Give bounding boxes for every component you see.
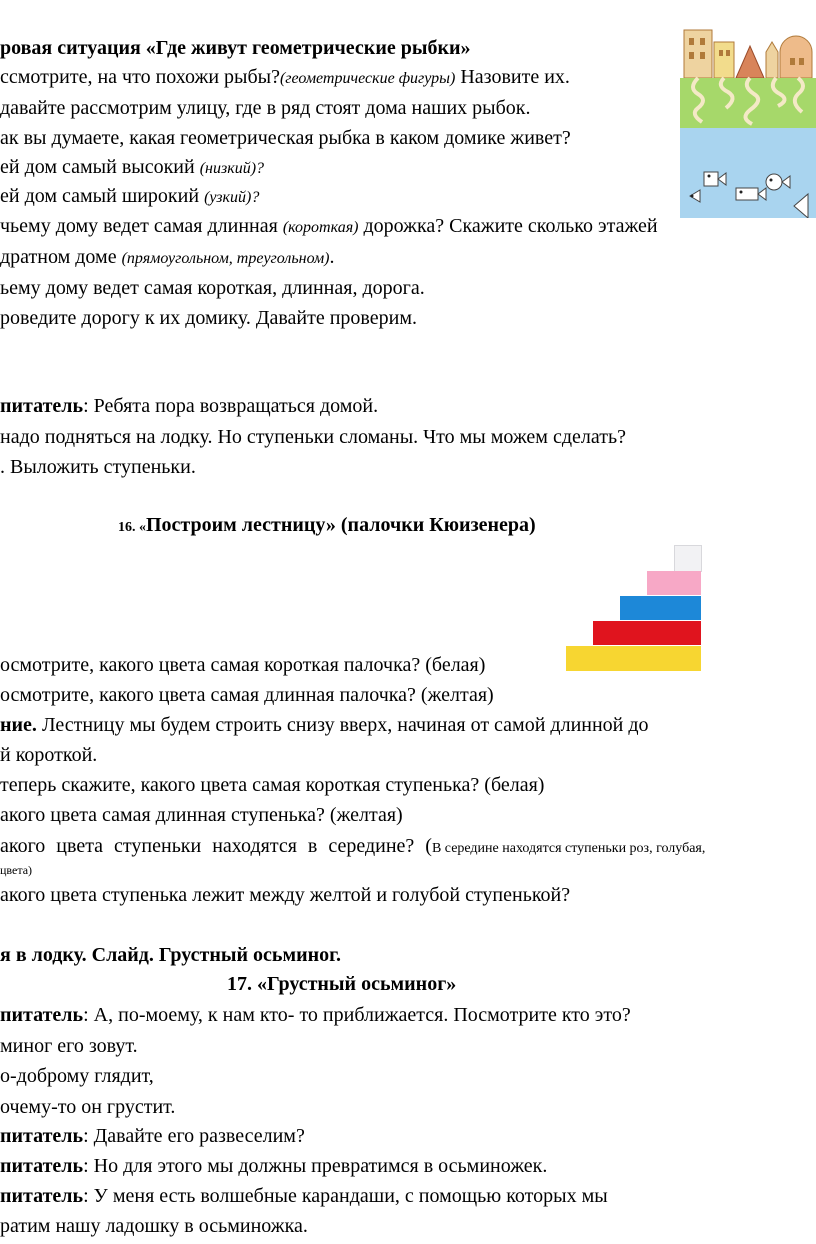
text-line: ссмотрите, на что похожи рыбы?(геометрические фигуры) Назовите их.	[0, 66, 570, 88]
section-15-title: ровая ситуация «Где живут геометрические рыбки»	[0, 37, 471, 59]
text-line: ние. Лестницу мы будем строить снизу вверх, начиная от самой длинной до	[0, 714, 649, 736]
text-line: питатель: Но для этого мы должны превратимся в осьминожек.	[0, 1155, 548, 1177]
stair-red	[593, 621, 701, 645]
text-line: надо подняться на лодку. Но ступеньки сломаны. Что мы можем сделать?	[0, 426, 626, 448]
stair-yellow	[566, 646, 701, 671]
text-line: акого цвета самая длинная ступенька? (желтая)	[0, 804, 403, 826]
stair-blue	[620, 596, 701, 620]
text-line: ей дом самый высокий (низкий)?	[0, 156, 265, 178]
text-line: очему-то он грустит.	[0, 1096, 176, 1118]
text-line: питатель: Давайте его развеселим?	[0, 1125, 305, 1147]
text-line: чьему дому ведет самая длинная (короткая) дорожка? Скажите сколько этажей	[0, 215, 658, 237]
cuisenaire-staircase	[566, 545, 702, 673]
text-line: о-доброму глядит,	[0, 1065, 154, 1087]
text-line: ратим нашу ладошку в осьминожка.	[0, 1215, 308, 1237]
text-line: я в лодку. Слайд. Грустный осьминог.	[0, 944, 341, 966]
house-round	[780, 36, 812, 78]
stair-pink	[647, 571, 701, 595]
text-line: питатель: А, по-моему, к нам кто- то приближается. Посмотрите кто это?	[0, 1004, 631, 1026]
text-line: дратном доме (прямоугольном, треугольном).	[0, 246, 335, 268]
text-line: давайте рассмотрим улицу, где в ряд стоят дома наших рыбок.	[0, 97, 531, 119]
stair-white	[674, 545, 702, 572]
text-line: питатель: У меня есть волшебные карандаши, с помощью которых мы	[0, 1185, 608, 1207]
section-16-heading: 16. «Построим лестницу» (палочки Кюизенера)	[118, 514, 536, 536]
text-line: осмотрите, какого цвета самая длинная палочка? (желтая)	[0, 684, 494, 706]
text-line: акого цвета ступеньки находятся в середине? (В середине находятся ступеньки роз, голубая,	[0, 835, 706, 857]
text-line: питатель: Ребята пора возвращаться домой.	[0, 395, 379, 417]
text-line: ьему дому ведет самая короткая, длинная, дорога.	[0, 277, 425, 299]
fish-town-illustration	[680, 8, 816, 218]
text-line: ей дом самый широкий (узкий)?	[0, 185, 260, 207]
section-17-heading: 17. «Грустный осьминог»	[227, 973, 457, 995]
text-line: . Выложить ступеньки.	[0, 456, 196, 478]
house-rectangle	[714, 42, 734, 78]
text-line: роведите дорогу к их домику. Давайте проверим.	[0, 307, 417, 329]
text-line: теперь скажите, какого цвета самая короткая ступенька? (белая)	[0, 774, 545, 796]
text-line: миног его зовут.	[0, 1035, 138, 1057]
text-line: цвета)	[0, 863, 33, 877]
text-line: осмотрите, какого цвета самая короткая палочка? (белая)	[0, 654, 486, 676]
text-line: акого цвета ступенька лежит между желтой и голубой ступенькой?	[0, 884, 571, 906]
text-line: й короткой.	[0, 744, 98, 766]
house-square	[684, 30, 712, 78]
text-line: ак вы думаете, какая геометрическая рыбка в каком домике живет?	[0, 127, 571, 149]
